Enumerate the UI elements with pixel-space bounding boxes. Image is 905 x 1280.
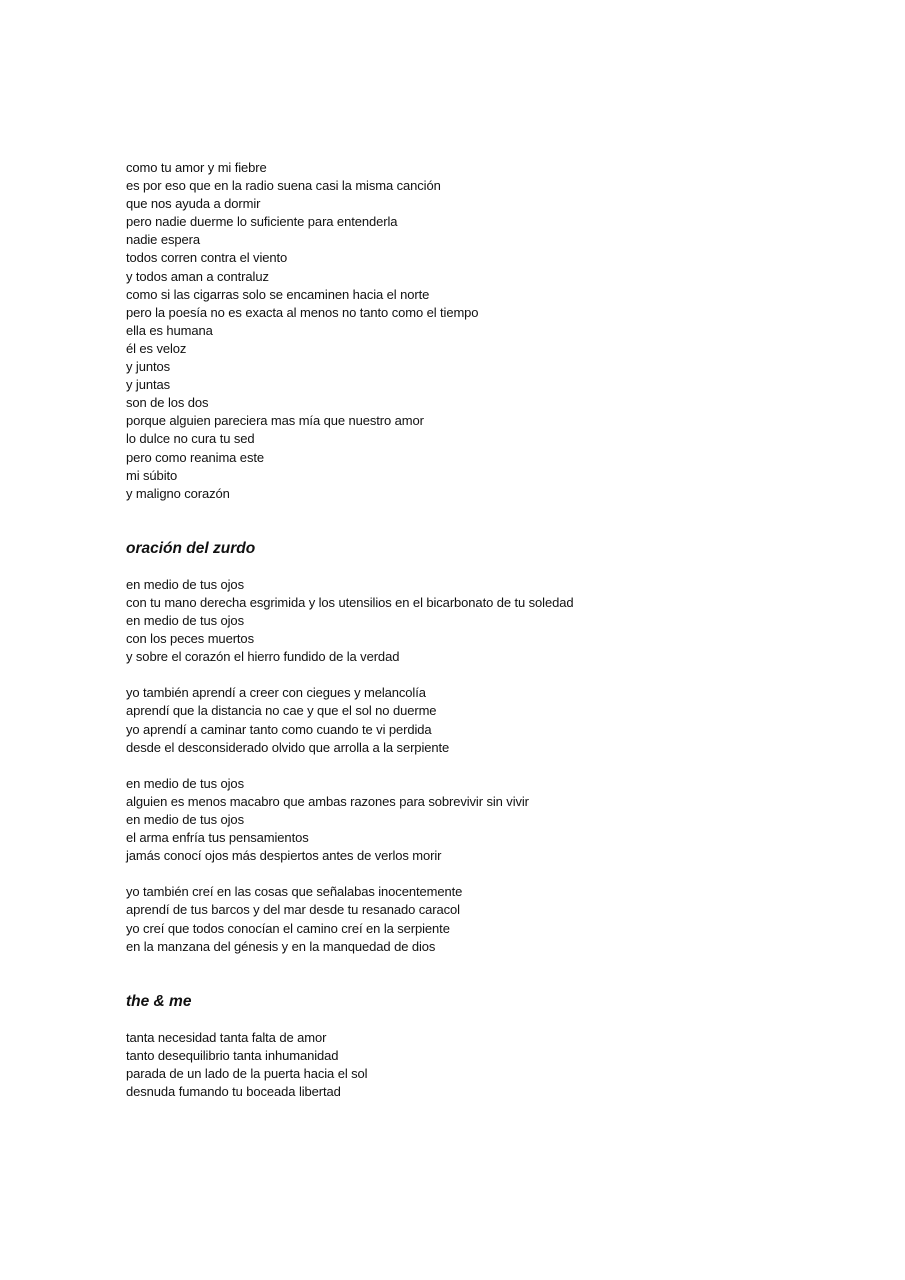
title-spacer: [126, 559, 826, 576]
poem-line: yo aprendí a caminar tanto como cuando te vi perdida: [126, 721, 432, 737]
poem-line: tanto desequilibrio tanta inhumanidad: [126, 1047, 339, 1063]
poem-line: él es veloz: [126, 340, 187, 356]
poem-line: y todos aman a contraluz: [126, 268, 269, 284]
poem-line: en la manzana del génesis y en la manquedad de dios: [126, 938, 436, 954]
poem-line: en medio de tus ojos: [126, 812, 244, 827]
poem-line: aprendí de tus barcos y del mar desde tu resanado caracol: [126, 902, 460, 918]
poem-theme: [126, 992, 826, 1101]
poem-line: con tu mano derecha esgrimida y los utensilios en el bicarbonato de tu soledad: [126, 594, 574, 610]
poem-title: oración del zurdo: [126, 539, 256, 557]
poem-line: pero la poesía no es exacta al menos no tanto como el tiempo: [126, 304, 479, 320]
poem-line: desde el desconsiderado olvido que arrolla a la serpiente: [126, 739, 450, 755]
poem-line: como tu amor y mi fiebre: [126, 160, 267, 175]
poem-title: the & me: [126, 992, 192, 1010]
poem-line: yo también aprendí a creer con ciegues y melancolía: [126, 685, 426, 701]
poem-line: tanta necesidad tanta falta de amor: [126, 1029, 327, 1045]
poem-line: pero como reanima este: [126, 449, 264, 465]
poem-line: porque alguien pareciera mas mía que nuestro amor: [126, 413, 424, 429]
stanza-gap: [126, 757, 826, 775]
stanza: [126, 775, 826, 865]
poem-continued: [126, 159, 826, 503]
title-spacer: [126, 1012, 826, 1029]
poem-line: yo creí que todos conocían el camino creí en la serpiente: [126, 920, 450, 936]
poem-line: nadie espera: [126, 232, 200, 248]
poem-line: en medio de tus ojos: [126, 576, 244, 592]
poem-line: parada de un lado de la puerta hacia el sol: [126, 1065, 368, 1081]
stanza: [126, 684, 826, 756]
poem-line: con los peces muertos: [126, 631, 254, 647]
poem-line: es por eso que en la radio suena casi la misma canción: [126, 178, 441, 194]
stanza: [126, 883, 826, 955]
poem-line: y juntas: [126, 377, 171, 393]
poem-line: que nos ayuda a dormir: [126, 196, 261, 212]
poem-oracion: [126, 539, 826, 956]
poem-line: pero nadie duerme lo suficiente para entenderla: [126, 214, 398, 230]
poem-line: aprendí que la distancia no cae y que el sol no duerme: [126, 703, 437, 719]
poem-line: alguien es menos macabro que ambas razones para sobrevivir sin vivir: [126, 793, 529, 809]
stanza-gap: [126, 666, 826, 684]
poem-line: son de los dos: [126, 395, 209, 411]
stanza-gap: [126, 865, 826, 883]
poem-line: ella es humana: [126, 322, 213, 338]
poem-line: y sobre el corazón el hierro fundido de la verdad: [126, 649, 400, 665]
section-spacer: [126, 956, 826, 992]
poem-line: en medio de tus ojos: [126, 612, 244, 628]
poem-line: como si las cigarras solo se encaminen hacia el norte: [126, 286, 430, 302]
section-spacer: [126, 503, 826, 539]
poem-line: todos corren contra el viento: [126, 250, 288, 266]
poem-line: en medio de tus ojos: [126, 775, 244, 791]
poem-line: jamás conocí ojos más despiertos antes de verlos morir: [126, 848, 442, 864]
poem-line: y juntos: [126, 359, 171, 375]
poem-line: desnuda fumando tu boceada libertad: [126, 1084, 341, 1100]
poem-line: mi súbito: [126, 467, 178, 483]
poem-line: y maligno corazón: [126, 485, 230, 501]
poem-line: el arma enfría tus pensamientos: [126, 830, 309, 846]
stanza: [126, 576, 826, 666]
poem-line: yo también creí en las cosas que señalabas inocentemente: [126, 884, 463, 900]
page-content: [126, 159, 826, 1101]
poem-line: lo dulce no cura tu sed: [126, 431, 255, 447]
